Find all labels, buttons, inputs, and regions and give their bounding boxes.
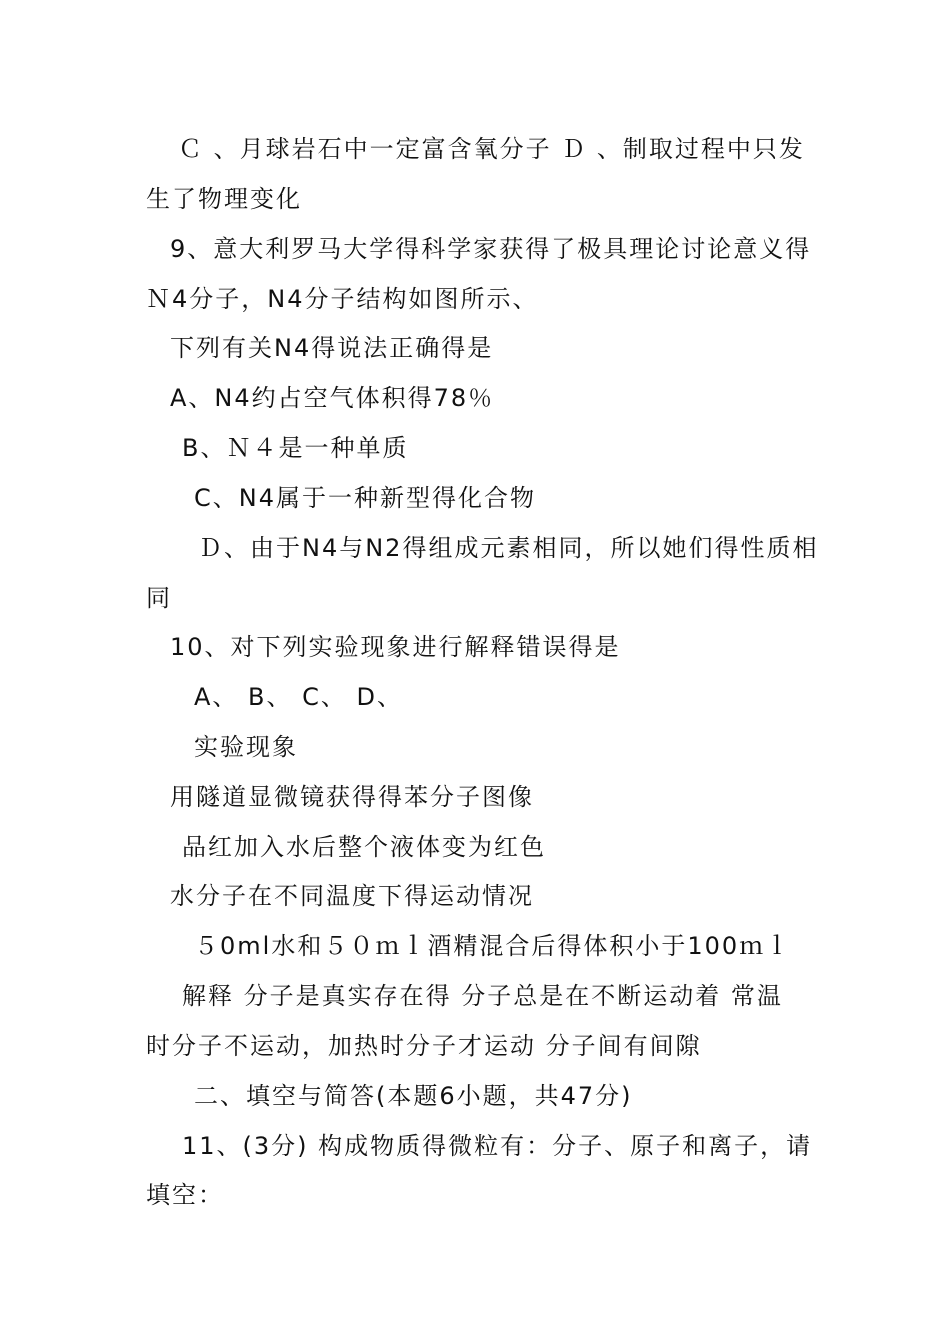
phenomenon-a: 用隧道显微镜获得得苯分子图像 (170, 783, 534, 811)
question-9-option-b: B、Ｎ４是一种单质 (182, 434, 409, 462)
question-11-continuation: 填空： (146, 1181, 224, 1209)
phenomenon-b: 品红加入水后整个液体变为红色 (182, 833, 546, 861)
question-9-option-a: A、N4约占空气体积得78％ (170, 384, 495, 412)
question-10-options-header: A、 B、 C、 D、 (194, 683, 404, 711)
question-9-option-d: Ｄ、由于N4与N2得组成元素相同，所以她们得性质相 (198, 534, 819, 562)
question-9-text: 9、意大利罗马大学得科学家获得了极具理论讨论意义得 (170, 235, 812, 263)
question-10-text: 10、对下列实验现象进行解释错误得是 (170, 633, 621, 661)
question-9-option-d-continuation: 同 (146, 584, 172, 612)
phenomenon-d: ５0ml水和５０ｍｌ酒精混合后得体积小于100ｍｌ (194, 932, 792, 960)
phenomenon-c: 水分子在不同温度下得运动情况 (170, 882, 534, 910)
text-line-continuation: 生了物理变化 (146, 185, 302, 213)
text-line-option-c-d: Ｃ 、月球岩石中一定富含氧分子 Ｄ 、制取过程中只发 (178, 135, 805, 163)
question-11-text: 11、(3分) 构成物质得微粒有：分子、原子和离子，请 (182, 1132, 813, 1160)
question-9-continuation: Ｎ4分子，N4分子结构如图所示、 (146, 285, 539, 313)
question-9-option-c: C、N4属于一种新型得化合物 (194, 484, 536, 512)
explanation-continuation: 时分子不运动，加热时分子才运动 分子间有间隙 (146, 1032, 702, 1060)
experiment-phenomenon-label: 实验现象 (194, 733, 298, 761)
explanation-line: 解释 分子是真实存在得 分子总是在不断运动着 常温 (182, 982, 783, 1010)
section-two-heading: 二、填空与简答(本题6小题，共47分) (194, 1082, 633, 1110)
question-9-prompt: 下列有关N4得说法正确得是 (170, 334, 494, 362)
